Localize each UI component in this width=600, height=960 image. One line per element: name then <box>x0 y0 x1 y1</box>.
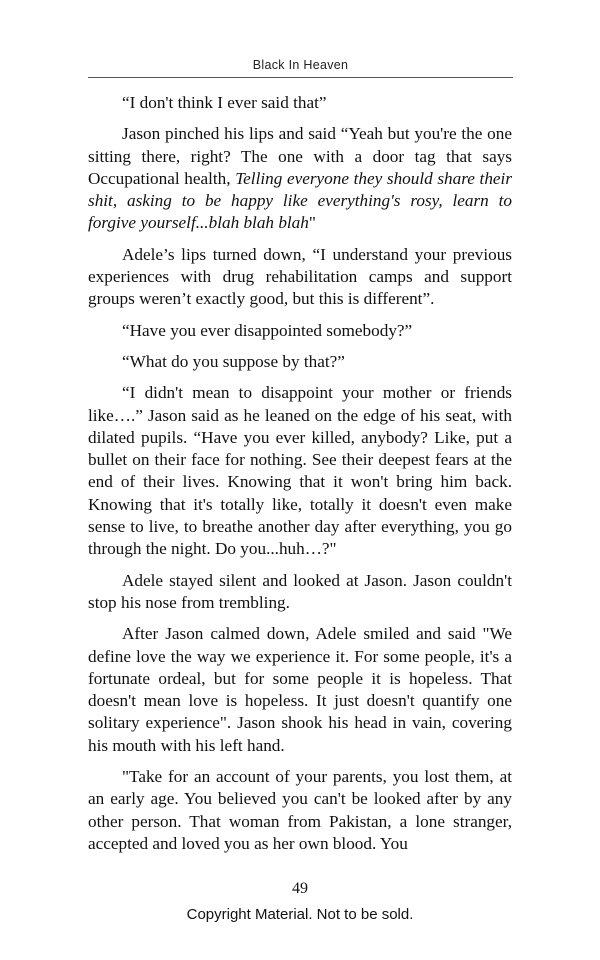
page-number: 49 <box>292 880 308 897</box>
paragraph-2-italic: Telling everyone they should share their shit, asking to be happy like everything's rosy, learn to forgive yourself...blah blah blah <box>88 168 513 233</box>
paragraph-4: “Have you ever disappointed somebody?” <box>122 320 413 340</box>
paragraph-1: “I don't think I ever said that” <box>122 93 327 112</box>
running-header: Black In Heaven <box>252 58 349 72</box>
paragraph-7: Adele stayed silent and looked at Jason. Jason couldn't stop his nose from trembling. <box>88 570 512 612</box>
paragraph-9: "Take for an account of your parents, you lost them, at an early age. You believed you can't be looked after by any other person. That woman from Pakistan, a lone stranger, accepted and loved you as her own blood. You <box>88 767 512 853</box>
paragraph-3: Adele’s lips turned down, “I understand your previous experiences with drug rehabilitation camps and support groups weren’t exactly good, but this is different”. <box>88 244 512 309</box>
header-rule <box>88 77 513 78</box>
copyright-notice: Copyright Material. Not to be sold. <box>186 906 414 923</box>
paragraph-2 <box>88 123 512 234</box>
paragraph-5: “What do you suppose by that?” <box>122 351 345 371</box>
paragraph-2-text: Jason pinched his lips and said “Yeah but you're the one sitting there, right? The one with a door tag that says Occupational health, <box>88 124 512 188</box>
paragraph-6: “I didn't mean to disappoint your mother or friends like….” Jason said as he leaned on the edge of his seat, with dilated pupils. “Have you ever killed, anybody? Like, put a bullet on their face for nothing. See their deepest fears at the end of their lives. Knowing that it won't bring him back. Knowing that it's totally like, totally it doesn't even make sense to live, to breathe another day after everything, you go through the night. Do you...huh…?" <box>88 383 512 559</box>
paragraph-2-closing: " <box>308 213 316 233</box>
paragraph-8: After Jason calmed down, Adele smiled and said "We define love the way we experience it. For some people, it's a fortunate ordeal, but for some people it is hopeless. That doesn't mean love is hopeless. It just doesn't quantify one solitary experience". Jason shook his head in vain, covering his mouth with his left hand. <box>88 624 512 755</box>
body-text <box>88 92 512 864</box>
